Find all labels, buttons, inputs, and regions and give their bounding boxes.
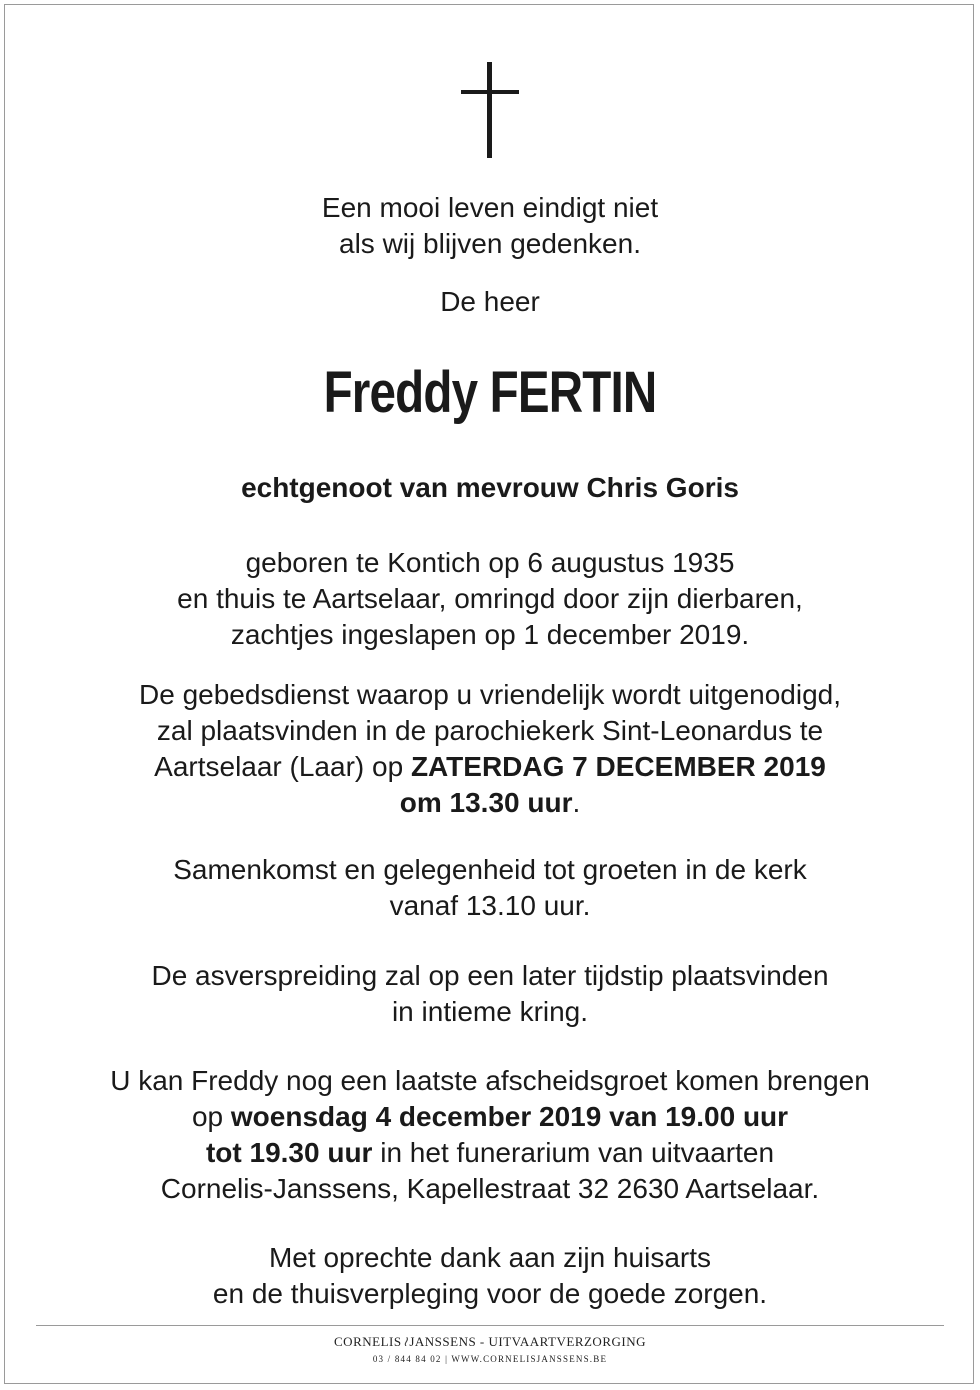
service-date: ZATERDAG 7 DECEMBER 2019 — [410, 751, 826, 782]
thanks-line: en de thuisverpleging voor de goede zorgen. — [212, 1278, 768, 1309]
birth-line: zachtjes ingeslapen op 1 december 2019. — [230, 619, 750, 650]
visit-time: tot 19.30 uur — [205, 1137, 373, 1168]
visit-line: Cornelis-Janssens, Kapellestraat 32 2630 Aartselaar. — [160, 1173, 820, 1204]
service-paragraph — [0, 677, 980, 821]
service-line: De gebedsdienst waarop u vriendelijk wordt uitgenodigd, — [139, 679, 841, 710]
footer-brand — [0, 1334, 980, 1351]
brand-name-right: JANSSENS - UITVAARTVERZORGING — [409, 1334, 646, 1349]
service-text: . — [572, 787, 581, 818]
footer-contact: 03 / 844 84 02 | WWW.CORNELISJANSSENS.BE — [372, 1354, 608, 1364]
ashes-paragraph — [0, 958, 980, 1030]
thanks-paragraph — [0, 1240, 980, 1312]
gathering-line: Samenkomst en gelegenheid tot groeten in de kerk — [173, 854, 807, 885]
visit-line — [0, 1099, 980, 1135]
salutation: De heer — [440, 286, 540, 317]
visit-date: woensdag 4 december 2019 van 19.00 uur — [230, 1101, 789, 1132]
visit-line — [0, 1135, 980, 1171]
visit-line: U kan Freddy nog een laatste afscheidsgroet komen brengen — [110, 1065, 870, 1096]
cross-icon — [461, 62, 519, 158]
motto — [0, 190, 980, 262]
gathering-paragraph — [0, 852, 980, 924]
ashes-line: in intieme kring. — [391, 996, 589, 1027]
gathering-line: vanaf 13.10 uur. — [389, 890, 591, 921]
visit-text: in het funerarium van uitvaarten — [372, 1137, 775, 1168]
motto-line: als wij blijven gedenken. — [339, 228, 641, 259]
brand-name-left: CORNELIS — [334, 1334, 402, 1349]
ashes-line: De asverspreiding zal op een later tijdstip plaatsvinden — [151, 960, 829, 991]
birth-line: en thuis te Aartselaar, omringd door zijn dierbaren, — [177, 583, 803, 614]
motto-line: Een mooi leven eindigt niet — [321, 192, 659, 223]
service-time: om 13.30 uur — [399, 787, 573, 818]
visit-text: op — [191, 1101, 231, 1132]
service-line — [0, 749, 980, 785]
visit-paragraph — [0, 1063, 980, 1207]
deceased-name: Freddy FERTIN — [323, 360, 657, 425]
service-text: Aartselaar (Laar) op — [154, 751, 411, 782]
service-line — [0, 785, 980, 821]
birth-line: geboren te Kontich op 6 augustus 1935 — [245, 547, 735, 578]
service-line: zal plaatsvinden in de parochiekerk Sint-Leonardus te — [156, 715, 824, 746]
birth-paragraph — [0, 545, 980, 653]
swallow-logo-icon: ≀ — [402, 1335, 409, 1350]
spouse-line: echtgenoot van mevrouw Chris Goris — [241, 472, 739, 503]
thanks-line: Met oprechte dank aan zijn huisarts — [268, 1242, 712, 1273]
footer-divider — [36, 1325, 944, 1326]
